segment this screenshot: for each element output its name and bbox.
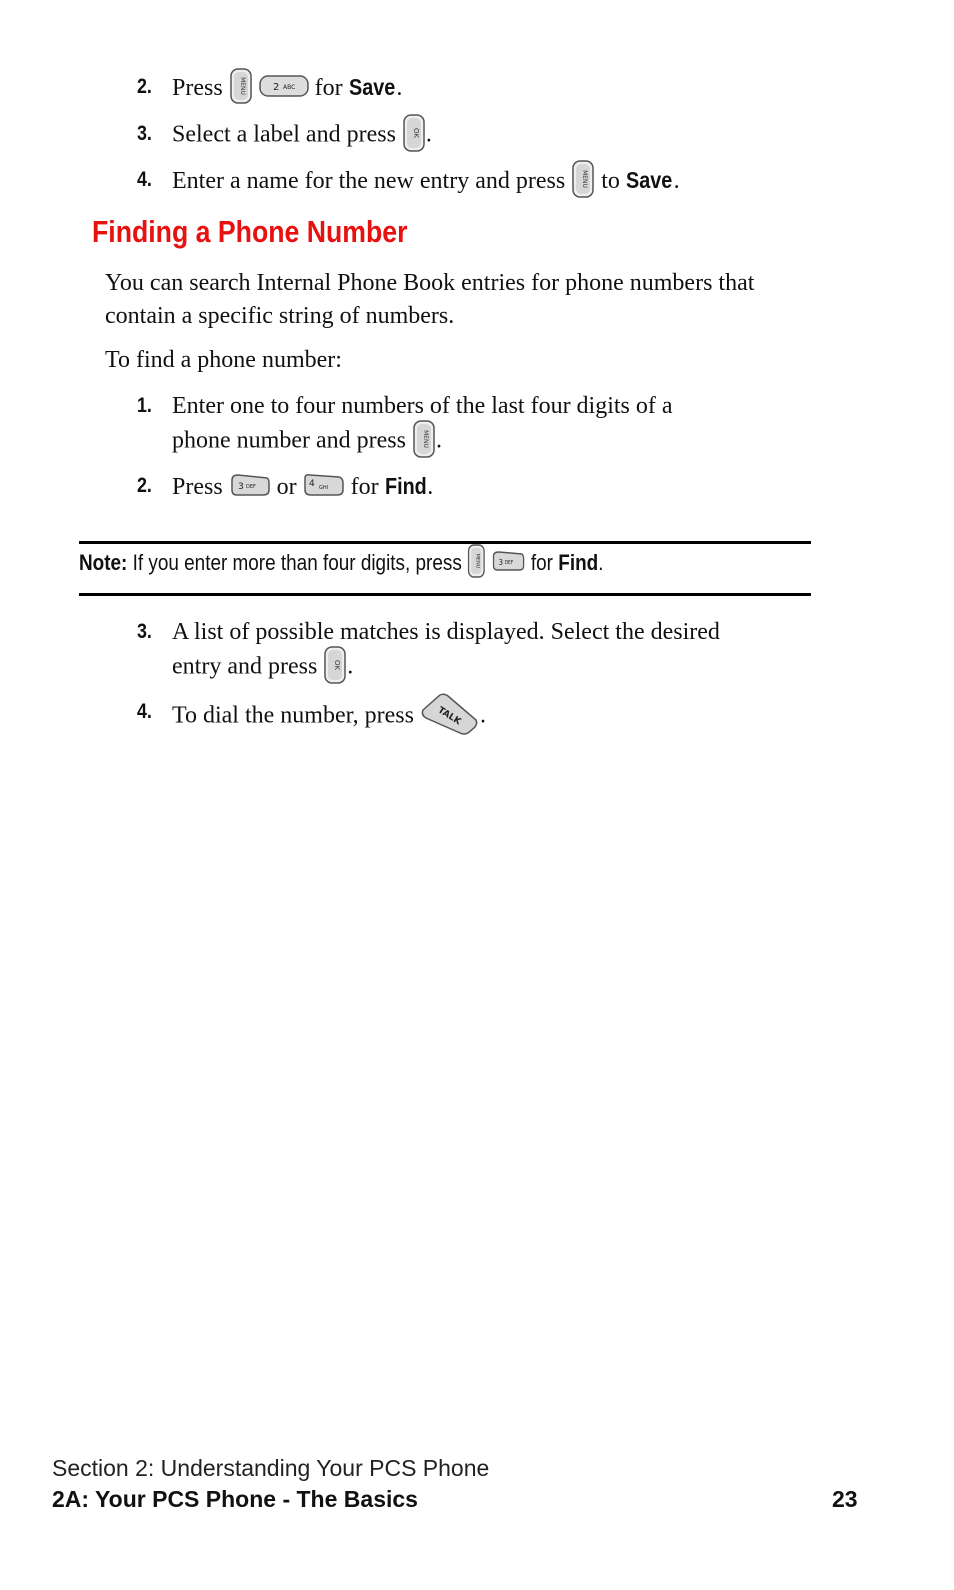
note-label: Note: [79, 550, 128, 575]
menu-key-icon [229, 68, 253, 104]
step-number: 2. [137, 474, 152, 497]
step-number: 1. [137, 394, 152, 417]
step-text: Enter a name for the new entry and press MENU to Save. [172, 163, 680, 201]
talk-key-icon [420, 692, 480, 736]
note-bottom-rule [79, 593, 811, 596]
step-text: To dial the number, press TALK . [172, 695, 486, 739]
menu-key-icon [412, 420, 436, 458]
svg-text:OK: OK [333, 659, 342, 671]
svg-text:2: 2 [272, 82, 280, 94]
lead-in: To find a phone number: [105, 347, 342, 373]
svg-text:MENU: MENU [474, 553, 480, 569]
step-text-continued: phone number and press MENU . [172, 423, 442, 461]
svg-text:ABC: ABC [282, 84, 295, 92]
ok-key-icon [402, 114, 426, 152]
key-3-icon [491, 549, 525, 573]
step-number: 2. [137, 75, 152, 98]
note: Note: If you enter more than four digits, press MENU 3 DEF for Find. [79, 547, 603, 581]
svg-text:OK: OK [411, 127, 420, 139]
step-text: Press 3 DEF or 4 GHI for Find. [172, 473, 434, 500]
key-3-icon [229, 472, 271, 498]
menu-key-icon [467, 544, 486, 578]
note-text: If you enter more than four digits, press [132, 550, 462, 575]
svg-text:3: 3 [498, 557, 504, 568]
step-number: 3. [137, 620, 152, 643]
intro-paragraph: You can search Internal Phone Book entries for phone numbers that contain a specific string of numbers. [105, 270, 755, 329]
step-text: A list of possible matches is displayed. Select the desired [172, 619, 720, 645]
step-number: 4. [137, 700, 152, 723]
step-text: Enter one to four numbers of the last four digits of a [172, 393, 673, 419]
note-top-rule [79, 541, 811, 544]
step-number: 4. [137, 168, 152, 191]
key-2-icon [259, 74, 309, 98]
svg-text:MENU: MENU [238, 77, 246, 96]
ok-key-icon [323, 646, 347, 684]
section-heading: Finding a Phone Number [92, 214, 408, 249]
footer-section: Section 2: Understanding Your PCS Phone [52, 1455, 490, 1481]
key-4-icon [303, 472, 345, 498]
svg-text:4: 4 [308, 479, 315, 490]
menu-key-icon [571, 160, 595, 198]
page-number: 23 [832, 1486, 858, 1512]
svg-text:DEF: DEF [504, 560, 514, 567]
svg-text:MENU: MENU [421, 430, 429, 448]
svg-text:TALK: TALK [435, 705, 463, 728]
footer-chapter: 2A: Your PCS Phone - The Basics [52, 1486, 418, 1512]
step-text: Select a label and press OK . [172, 117, 432, 155]
step-number: 3. [137, 122, 152, 145]
svg-text:GHI: GHI [318, 485, 328, 492]
step-text-continued: entry and press OK . [172, 649, 353, 687]
svg-text:DEF: DEF [245, 484, 256, 491]
svg-text:3: 3 [237, 482, 244, 493]
svg-text:MENU: MENU [581, 170, 589, 189]
step-text: Press MENU 2 ABC for Save. [172, 70, 402, 107]
